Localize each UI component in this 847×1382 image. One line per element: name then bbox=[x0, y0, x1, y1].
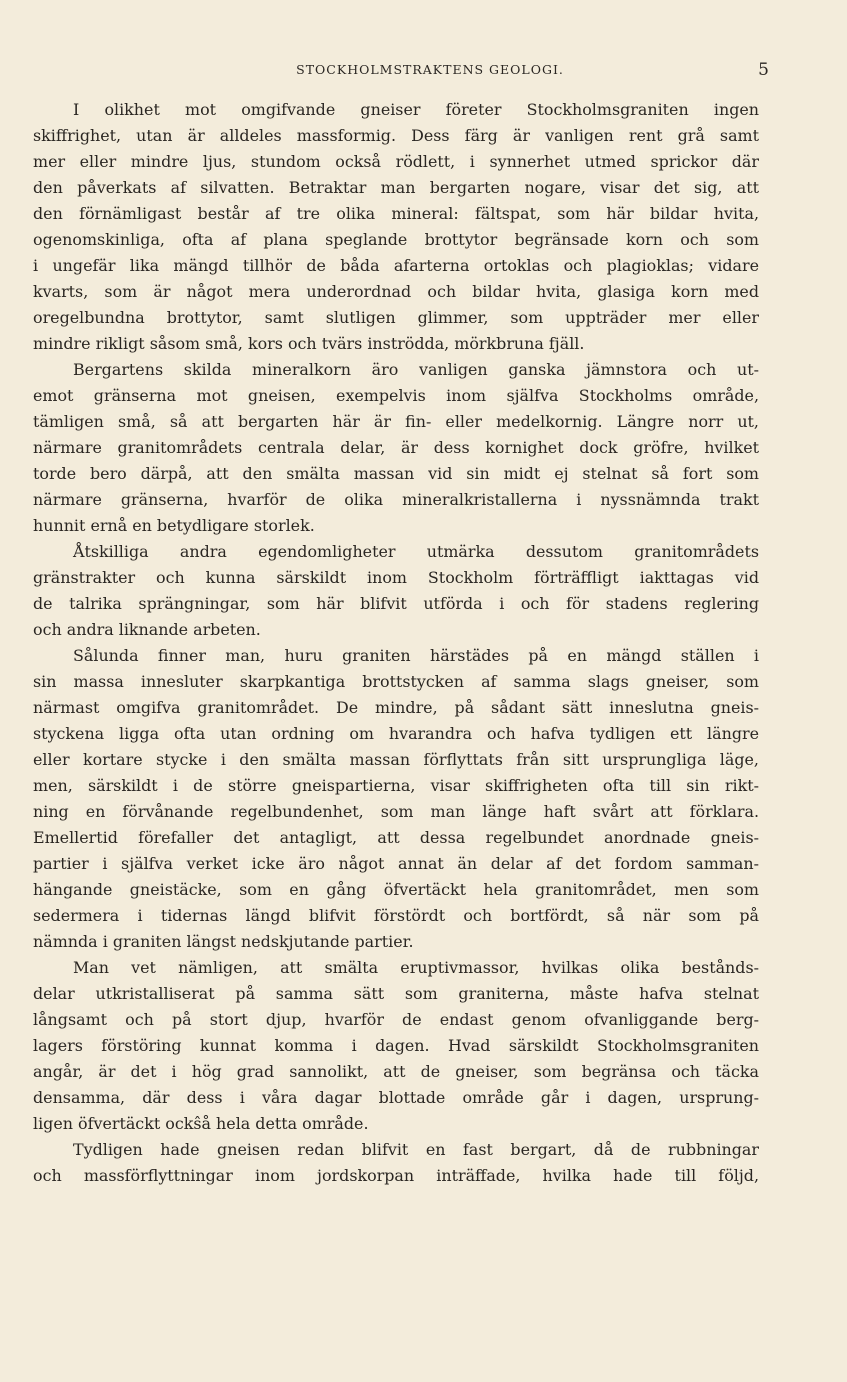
text-line: hängande gneistäcke, som en gång öfvertäckt hela granitområdet, men som bbox=[33, 880, 759, 899]
text-line: I olikhet mot omgifvande gneiser företer Stockholmsgraniten ingen bbox=[73, 100, 759, 119]
text-line: de talrika sprängningar, som här blifvit utförda i och för stadens reglering bbox=[33, 594, 759, 613]
text-line: nämnda i graniten längst nedskjutande partier. bbox=[33, 932, 414, 951]
page-number: 5 bbox=[758, 60, 769, 80]
running-title: STOCKHOLMSTRAKTENS GEOLOGI. bbox=[296, 62, 564, 77]
text-line: den förnämligast består af tre olika mineral: fältspat, som här bildar hvita, bbox=[33, 204, 759, 223]
text-line: Emellertid förefaller det antagligt, att dessa regelbundet anordnade gneis- bbox=[33, 828, 759, 847]
text-line: närmare granitområdets centrala delar, är dess kornighet dock gröfre, hvilket bbox=[33, 438, 759, 457]
text-line: angår, är det i hög grad sannolikt, att de gneiser, som begränsa och täcka bbox=[33, 1062, 759, 1081]
text-line: tämligen små, så att bergarten här är fin- eller medelkornig. Längre norr ut, bbox=[33, 412, 759, 431]
text-line: hunnit ernå en betydligare storlek. bbox=[33, 516, 315, 535]
text-line: ligen öfvertäckt ockŝå hela detta område. bbox=[33, 1114, 369, 1133]
text-line: skiffrighet, utan är alldeles massformig. Dess färg är vanligen rent grå samt bbox=[33, 126, 759, 145]
text-line: partier i själfva verket icke äro något annat än delar af det fordom samman- bbox=[33, 854, 759, 873]
text-line: oregelbundna brottytor, samt slutligen glimmer, som uppträder mer eller bbox=[33, 308, 759, 327]
text-line: ning en förvånande regelbundenhet, som man länge haft svårt att förklara. bbox=[33, 802, 759, 821]
text-line: eller kortare stycke i den smälta massan förflyttats från sitt ursprungliga läge, bbox=[33, 750, 759, 769]
text-line: närmare gränserna, hvarför de olika mineralkristallerna i nyssnämnda trakt bbox=[33, 490, 759, 509]
text-line: gränstrakter och kunna särskildt inom Stockholm förträffligt iakttagas vid bbox=[33, 568, 759, 587]
text-line: sedermera i tidernas längd blifvit förstördt och bortfördt, så när som på bbox=[33, 906, 759, 925]
text-line: och andra liknande arbeten. bbox=[33, 620, 261, 639]
text-line: ogenomskinliga, ofta af plana speglande brottytor begränsade korn och som bbox=[33, 230, 759, 249]
text-line: sin massa innesluter skarpkantiga brottstycken af samma slags gneiser, som bbox=[33, 672, 759, 691]
text-line: torde bero därpå, att den smälta massan vid sin midt ej stelnat så fort som bbox=[33, 464, 759, 483]
text-line: Åtskilliga andra egendomligheter utmärka dessutom granitområdets bbox=[73, 542, 759, 561]
text-line: i ungefär lika mängd tillhör de båda afarterna ortoklas och plagioklas; vidare bbox=[33, 256, 759, 275]
text-line: kvarts, som är något mera underordnad och bildar hvita, glasiga korn med bbox=[33, 282, 759, 301]
text-line: men, särskildt i de större gneispartierna, visar skiffrigheten ofta till sin rikt- bbox=[33, 776, 759, 795]
text-line: delar utkristalliserat på samma sätt som graniterna, måste hafva stelnat bbox=[33, 984, 759, 1003]
text-line: mindre rikligt såsom små, kors och tvärs inströdda, mörkbruna fjäll. bbox=[33, 334, 585, 353]
text-line: och massförflyttningar inom jordskorpan inträffade, hvilka hade till följd, bbox=[33, 1166, 759, 1185]
text-line: lagers förstöring kunnat komma i dagen. Hvad särskildt Stockholmsgraniten bbox=[33, 1036, 759, 1055]
text-line: mer eller mindre ljus, stundom också rödlett, i synnerhet utmed sprickor där bbox=[33, 152, 759, 171]
text-line: Tydligen hade gneisen redan blifvit en fast bergart, då de rubbningar bbox=[73, 1140, 759, 1159]
text-line: emot gränserna mot gneisen, exempelvis inom själfva Stockholms område, bbox=[33, 386, 759, 405]
text-line: närmast omgifva granitområdet. De mindre, på sådant sätt inneslutna gneis- bbox=[33, 698, 759, 717]
text-line: densamma, där dess i våra dagar blottade område går i dagen, ursprung- bbox=[33, 1088, 759, 1107]
text-line: Man vet nämligen, att smälta eruptivmassor, hvilkas olika bestånds- bbox=[73, 958, 759, 977]
text-line: den påverkats af silvatten. Betraktar man bergarten nogare, visar det sig, att bbox=[33, 178, 759, 197]
text-line: styckena ligga ofta utan ordning om hvarandra och hafva tydligen ett längre bbox=[33, 724, 759, 743]
body-text bbox=[33, 97, 759, 1189]
text-line: Sålunda finner man, huru graniten härstädes på en mängd ställen i bbox=[73, 646, 759, 665]
text-line: långsamt och på stort djup, hvarför de endast genom ofvanliggande berg- bbox=[33, 1010, 759, 1029]
text-line: Bergartens skilda mineralkorn äro vanligen ganska jämnstora och ut- bbox=[73, 360, 759, 379]
